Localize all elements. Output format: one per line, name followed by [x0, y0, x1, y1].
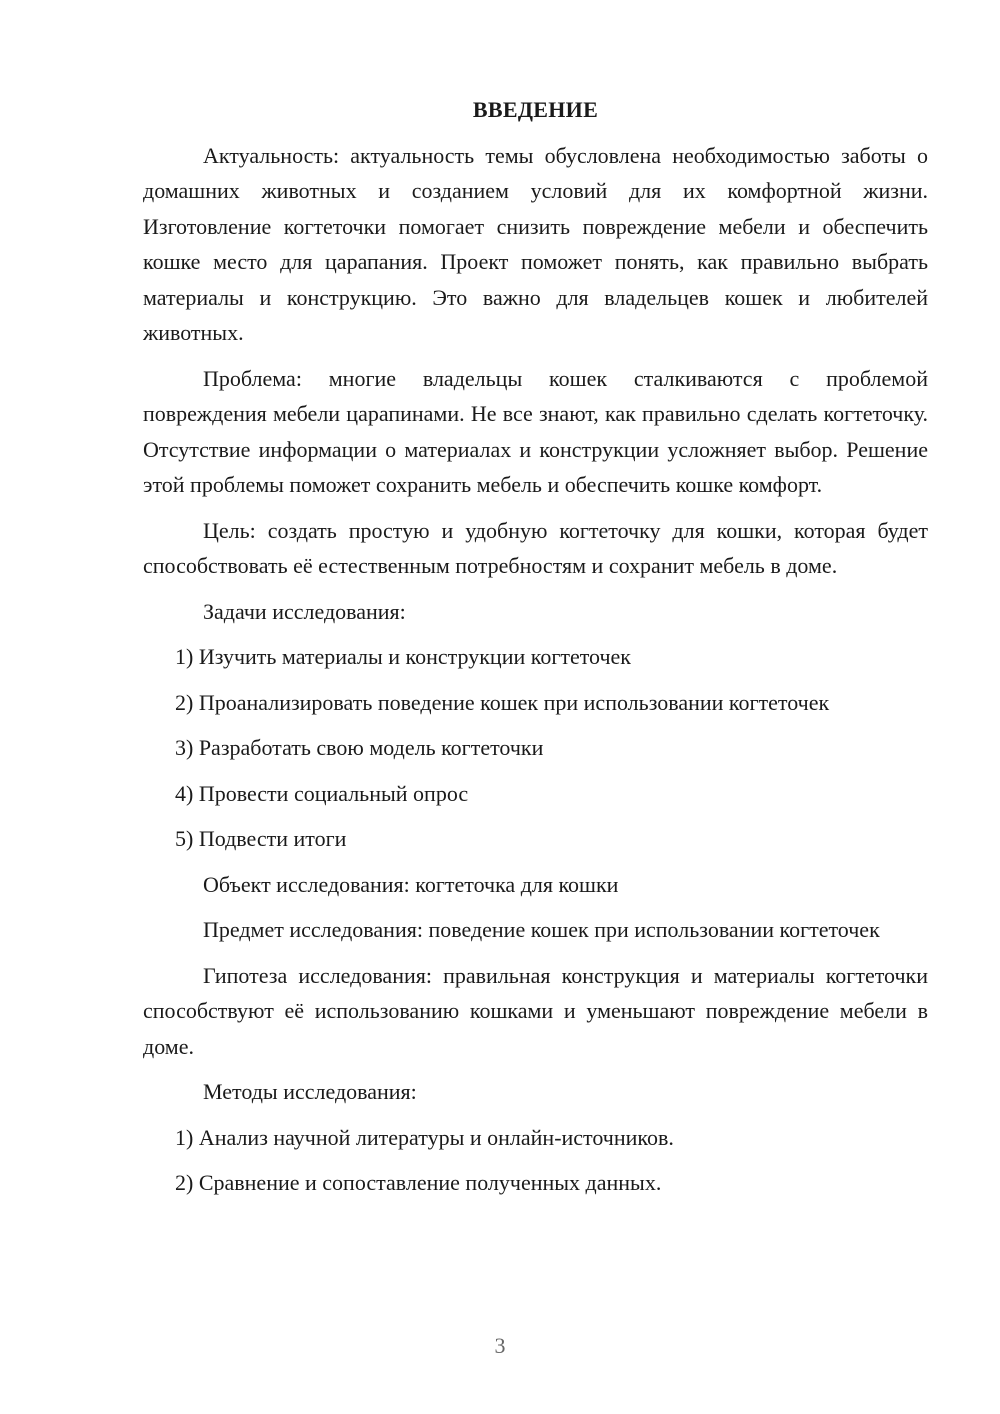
object-line: Объект исследования: когтеточка для кошки [203, 871, 619, 897]
task-item-3: 3) Разработать свою модель когтеточки [175, 735, 544, 760]
subject-paragraph: Предмет исследования: поведение кошек при использовании когтеточек [203, 917, 880, 942]
tasks-heading: Задачи исследования: [203, 598, 406, 624]
method-item-1: 1) Анализ научной литературы и онлайн-источников. [175, 1124, 674, 1150]
relevance-paragraph: Актуальность: актуальность темы обусловлена необходимостью заботы о домашних животных и созданием условий для их комфортной жизни. Изготовление когтеточки помогает снизить повреждение мебели и обеспечить кошке место для царапания. Проект поможет понять, как правильно выбрать материалы и конструкцию. Это важно для владельцев кошек и любителей животных. [143, 142, 928, 345]
task-item-5: 5) Подвести итоги [175, 826, 347, 851]
task-item-2: 2) Проанализировать поведение кошек при использовании когтеточек [175, 689, 830, 715]
methods-heading: Методы исследования: [203, 1079, 417, 1104]
task-item-1: 1) Изучить материалы и конструкции когтеточек [175, 644, 631, 669]
goal-paragraph: Цель: создать простую и удобную когтеточку для кошки, которая будет способствовать её естественным потребностям и сохранит мебель в доме. [143, 517, 928, 578]
document-page [143, 92, 928, 1211]
problem-paragraph: Проблема: многие владельцы кошек сталкиваются с проблемой повреждения мебели царапинами. Не все знают, как правильно сделать когтеточку. Отсутствие информации о материалах и конструкции усложняет выбор. Решение этой проблемы поможет сохранить мебель и обеспечить кошке комфорт. [143, 365, 928, 497]
section-title: ВВЕДЕНИЕ [472, 97, 599, 122]
page-number: 3 [494, 1333, 506, 1358]
hypothesis-paragraph: Гипотеза исследования: правильная конструкция и материалы когтеточки способствуют её использованию кошками и уменьшают повреждение мебели в доме. [143, 962, 928, 1059]
task-item-4: 4) Провести социальный опрос [175, 780, 469, 806]
method-item-2: 2) Сравнение и сопоставление полученных данных. [175, 1170, 662, 1195]
